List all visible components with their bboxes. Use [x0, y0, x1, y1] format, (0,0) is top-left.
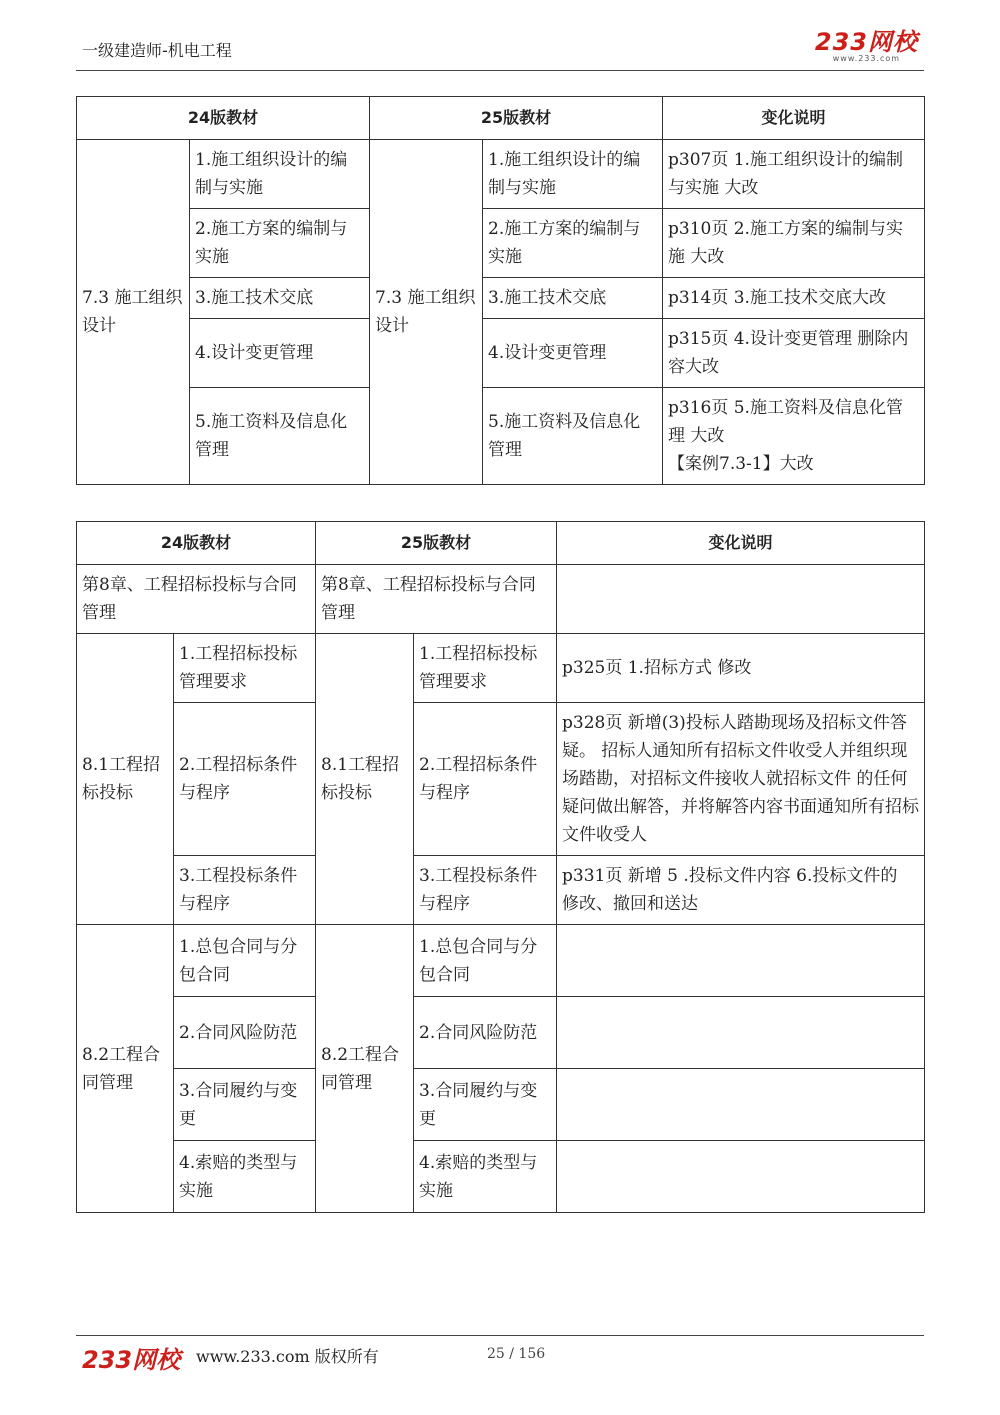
header-divider [76, 70, 924, 71]
new-item-cell: 1.施工组织设计的编制与实施 [483, 140, 663, 209]
old-item-cell: 1.工程招标投标管理要求 [174, 634, 316, 703]
section-cell-24: 7.3 施工组织设计 [77, 140, 190, 485]
section-cell-25: 7.3 施工组织设计 [370, 140, 483, 485]
change-text-extra: 修改、撤回和送达 [562, 894, 698, 914]
section-cell-25: 8.2工程合同管理 [316, 925, 414, 1213]
old-item-cell: 1.总包合同与分包合同 [174, 925, 316, 997]
column-header-25: 25版教材 [316, 522, 557, 565]
table-row [77, 278, 925, 319]
table-row [77, 634, 925, 703]
table-header-row [77, 97, 925, 140]
change-cell [557, 856, 925, 925]
brand-logo[interactable] [815, 30, 918, 64]
old-item-cell: 3.合同履约与变更 [174, 1069, 316, 1141]
new-item-cell: 3.施工技术交底 [483, 278, 663, 319]
column-header-change: 变化说明 [557, 522, 925, 565]
old-item-cell: 5.施工资料及信息化管理 [190, 388, 370, 485]
old-item-cell: 3.工程投标条件与程序 [174, 856, 316, 925]
change-cell [557, 997, 925, 1069]
textbook-comparison-table-7-3 [76, 96, 925, 485]
section-cell-24: 8.1工程招标投标 [77, 634, 174, 925]
change-cell: p314页 3.施工技术交底大改 [663, 278, 925, 319]
new-item-cell: 1.总包合同与分包合同 [414, 925, 557, 997]
table-row [77, 1141, 925, 1213]
new-item-cell: 4.索赔的类型与实施 [414, 1141, 557, 1213]
column-header-24: 24版教材 [77, 522, 316, 565]
old-item-cell: 2.合同风险防范 [174, 997, 316, 1069]
table-row [77, 319, 925, 388]
table-row [77, 1069, 925, 1141]
change-cell [557, 1069, 925, 1141]
section-cell-24: 8.2工程合同管理 [77, 925, 174, 1213]
change-cell [557, 925, 925, 997]
new-item-cell: 5.施工资料及信息化管理 [483, 388, 663, 485]
table-row [77, 209, 925, 278]
old-item-cell: 2.施工方案的编制与实施 [190, 209, 370, 278]
new-item-cell: 4.设计变更管理 [483, 319, 663, 388]
footer-logo[interactable]: 233网校 [82, 1346, 181, 1374]
table-header-row [77, 522, 925, 565]
chapter-cell-24: 第8章、工程招标投标与合同管理 [77, 565, 316, 634]
old-item-cell: 1.施工组织设计的编制与实施 [190, 140, 370, 209]
table-row [77, 925, 925, 997]
section-cell-25: 8.1工程招标投标 [316, 634, 414, 925]
new-item-cell: 3.工程投标条件与程序 [414, 856, 557, 925]
document-header-title: 一级建造师-机电工程 [82, 41, 232, 60]
table-row [77, 856, 925, 925]
change-cell: p307页 1.施工组织设计的编制与实施 大改 [663, 140, 925, 209]
old-item-cell: 4.设计变更管理 [190, 319, 370, 388]
table-row [77, 140, 925, 209]
logo-text: 233网校 [814, 28, 918, 56]
textbook-comparison-table-chapter-8 [76, 521, 925, 1213]
footer-copyright: www.233.com 版权所有 [196, 1347, 379, 1366]
change-cell: p310页 2.施工方案的编制与实施 大改 [663, 209, 925, 278]
change-cell [663, 388, 925, 485]
change-text: p331页 新增 5 .投标文件内容 6.投标文件的 [562, 866, 898, 886]
change-cell [557, 1141, 925, 1213]
change-cell: p325页 1.招标方式 修改 [557, 634, 925, 703]
column-header-24: 24版教材 [77, 97, 370, 140]
column-header-change: 变化说明 [663, 97, 925, 140]
new-item-cell: 3.合同履约与变更 [414, 1069, 557, 1141]
logo-url: www.233.com [832, 54, 901, 63]
change-text-extra: 【案例7.3-1】大改 [668, 454, 814, 474]
page-number: 25 / 156 [487, 1346, 546, 1362]
footer-divider [76, 1335, 924, 1336]
new-item-cell: 2.施工方案的编制与实施 [483, 209, 663, 278]
chapter-change-cell [557, 565, 925, 634]
table-row [77, 703, 925, 856]
table-row [77, 997, 925, 1069]
old-item-cell: 2.工程招标条件与程序 [174, 703, 316, 856]
old-item-cell: 4.索赔的类型与实施 [174, 1141, 316, 1213]
table-row [77, 388, 925, 485]
chapter-cell-25: 第8章、工程招标投标与合同管理 [316, 565, 557, 634]
new-item-cell: 2.工程招标条件与程序 [414, 703, 557, 856]
change-cell: p328页 新增(3)投标人踏勘现场及招标文件答疑。 招标人通知所有招标文件收受人并组织现场踏勘，对招标文件接收人就招标文件 的任何疑问做出解答，并将解答内容书面通知所有招标文件收受人 [557, 703, 925, 856]
change-text: p316页 5.施工资料及信息化管理 大改 [668, 398, 903, 446]
new-item-cell: 1.工程招标投标管理要求 [414, 634, 557, 703]
change-cell: p315页 4.设计变更管理 删除内容大改 [663, 319, 925, 388]
old-item-cell: 3.施工技术交底 [190, 278, 370, 319]
column-header-25: 25版教材 [370, 97, 663, 140]
chapter-row [77, 565, 925, 634]
new-item-cell: 2.合同风险防范 [414, 997, 557, 1069]
